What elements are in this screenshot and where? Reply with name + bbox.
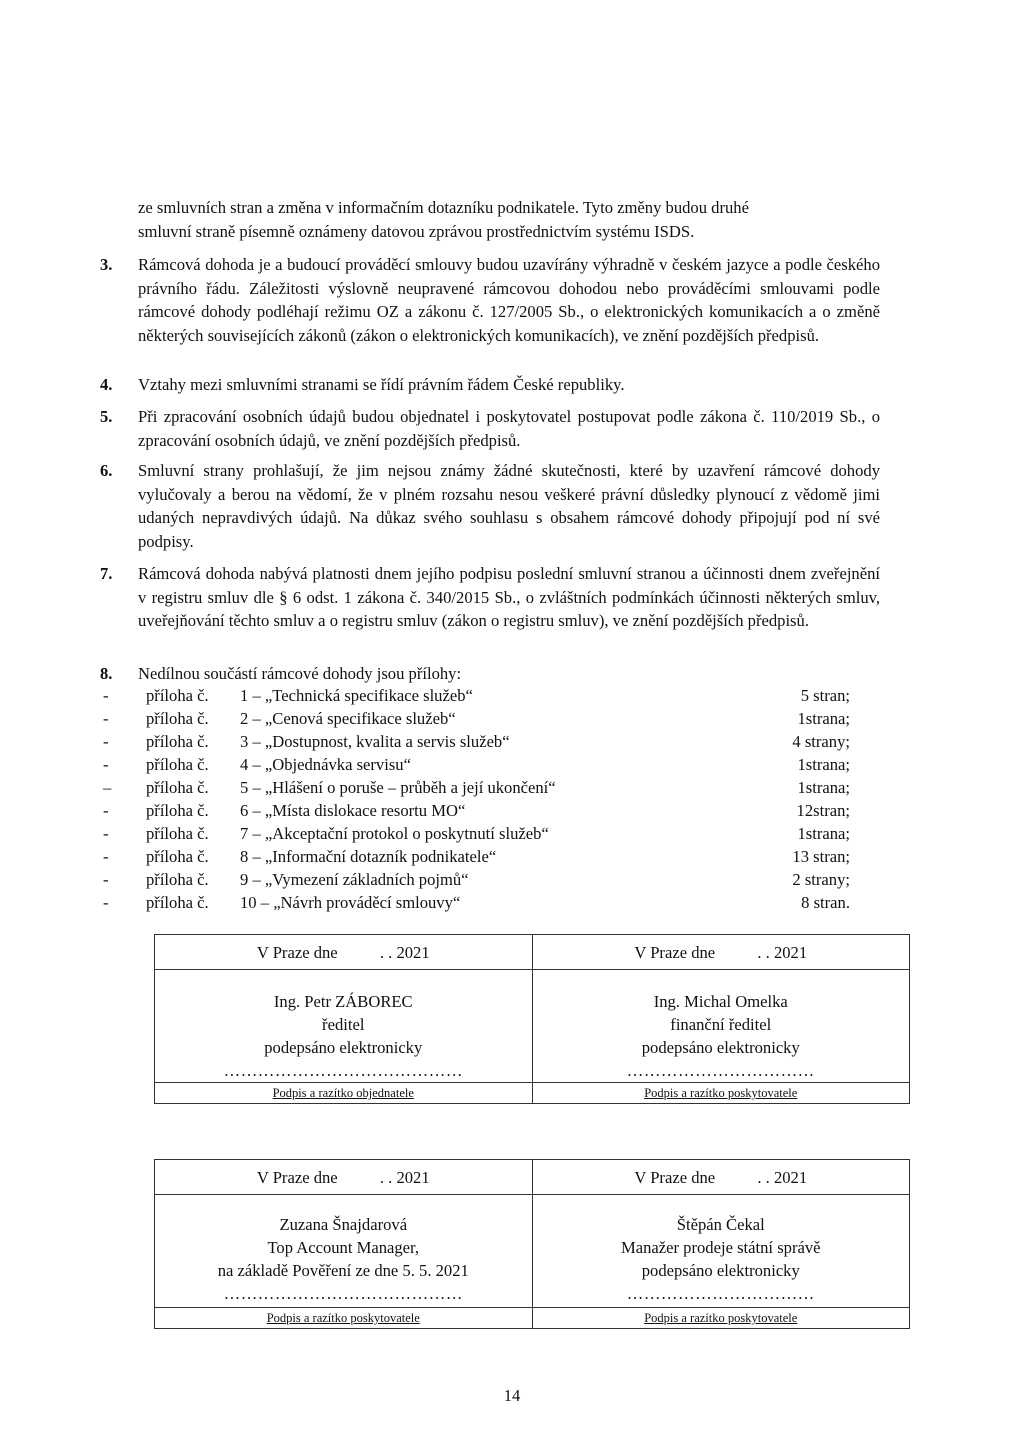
list-dash: - [103,870,109,889]
date-prefix: V Praze dne [634,1167,716,1187]
list-dash: - [103,893,109,912]
signature-label-cell [532,1083,910,1104]
signatory-name: Ing. Petr ZÁBOREC [273,992,413,1011]
date-day: . [757,1167,762,1187]
signatory-note: na základě Pověření ze dne 5. 5. 2021 [217,1261,469,1280]
clause-number: 6. [100,461,113,480]
date-day: . [757,942,762,962]
clause-text: Nedílnou součástí rámcové dohody jsou přílohy: [138,664,462,683]
list-dash: - [103,824,109,843]
signature-label: Podpis a razítko poskytovatele [644,1086,798,1100]
attachment-pages: 1strana; [797,778,850,797]
attachment-title-row [146,822,549,845]
list-dash: - [103,686,109,705]
signatory-name: Ing. Michal Omelka [653,992,788,1011]
signatory-name: Zuzana Šnajdarová [279,1215,408,1234]
attachment-title: 9 – „Vymezení základních pojmů“ [240,870,469,889]
signature-line: …………………………………… [223,1061,463,1080]
intro-line-1: ze smluvních stran a změna v informačním dotazníku podnikatele. Tyto změny budou druhé [138,198,749,217]
attachment-pages: 5 stran; [800,686,850,705]
signatory-role: finanční ředitel [670,1015,772,1034]
list-dash: - [103,755,109,774]
attachment-pages: 8 stran. [801,893,850,912]
attachment-prefix: příloha č. [146,709,209,728]
attachment-title-row [146,845,496,868]
attachment-prefix: příloha č. [146,870,209,889]
attachment-prefix: příloha č. [146,893,209,912]
attachment-title-row [146,753,411,776]
attachment-prefix: příloha č. [146,755,209,774]
attachment-pages: 13 stran; [792,847,850,866]
date-year: . 2021 [388,942,430,962]
signature-date-cell [155,935,533,970]
signatory-cell [155,1195,533,1308]
attachment-prefix: příloha č. [146,686,209,705]
signatory-note: podepsáno elektronicky [641,1038,800,1057]
intro-paragraph [138,196,880,243]
signature-date-cell [532,935,910,970]
attachment-title-row [146,707,456,730]
list-dash: - [103,847,109,866]
date-prefix: V Praze dne [256,1167,338,1187]
clause-number: 7. [100,564,113,583]
signature-label-cell [155,1083,533,1104]
date-year: . 2021 [765,1167,808,1187]
clause-number: 5. [100,407,113,426]
signature-table-2 [154,1159,910,1329]
signature-date-cell [532,1160,910,1195]
date-day: . [379,942,384,962]
attachment-pages: 1strana; [797,755,850,774]
attachment-prefix: příloha č. [146,778,209,797]
attachment-prefix: příloha č. [146,801,209,820]
attachment-title: 4 – „Objednávka servisu“ [240,755,411,774]
list-dash: - [103,801,109,820]
attachment-title-row [146,799,465,822]
list-dash: - [103,732,109,751]
list-dash: – [103,778,112,797]
attachment-pages: 1strana; [797,824,850,843]
signatory-cell [532,1195,910,1308]
signatory-role: Top Account Manager, [267,1238,420,1257]
attachment-pages: 4 strany; [792,732,850,751]
attachment-title: 5 – „Hlášení o poruše – průběh a její ukončení“ [240,778,556,797]
signatory-note: podepsáno elektronicky [641,1261,800,1280]
attachment-title-row [146,891,460,914]
signature-label: Podpis a razítko objednatele [272,1086,414,1100]
attachment-title: 10 – „Návrh prováděcí smlouvy“ [240,893,461,912]
clause-number: 4. [100,375,113,394]
attachment-title: 7 – „Akceptační protokol o poskytnutí služeb“ [240,824,549,843]
attachment-prefix: příloha č. [146,732,209,751]
signature-label-cell [155,1308,533,1329]
signatory-role: Manažer prodeje státní správě [621,1238,821,1257]
date-prefix: V Praze dne [256,942,338,962]
attachment-title-row [146,684,473,707]
clause-text: Vztahy mezi smluvními stranami se řídí právním řádem České republiky. [138,375,625,394]
attachment-title-row [146,868,469,891]
clause-number: 3. [100,255,113,274]
signature-line: …………………………… [626,1284,815,1303]
attachment-title-row [146,730,510,753]
page-number: 14 [503,1386,521,1405]
attachment-prefix: příloha č. [146,824,209,843]
signature-line: …………………………………… [223,1284,463,1303]
signature-label-cell [532,1308,910,1329]
signature-line: …………………………… [626,1061,815,1080]
list-dash: - [103,709,109,728]
intro-line-2: smluvní straně písemně oznámeny datovou zprávou prostřednictvím systému ISDS. [138,221,695,241]
clause-text: Smluvní strany prohlašují, že jim nejsou známy žádné skutečnosti, které by uzavření rámcové dohody vylučovaly a berou na vědomí, že v plném rozsahu nesou veškeré právní důsledky plynoucí z vědomě jimi udaných nepravdivých údajů. Na důkaz svého souhlasu s obsahem rámcové dohody připojují pod ní své podpisy. [138,461,880,551]
attachment-title: 8 – „Informační dotazník podnikatele“ [240,847,497,866]
attachment-prefix: příloha č. [146,847,209,866]
clause-text: Rámcová dohoda je a budoucí prováděcí smlouvy budou uzavírány výhradně v českém jazyce a podle českého právního řádu. Záležitosti výslovně neupravené rámcovou dohodou nebo prováděcími smlouvami podle rámcové dohody podléhají režimu OZ a zákonu č. 127/2005 Sb., o elektronických komunikacích a o změně některých souvisejících zákonů (zákon o elektronických komunikacích), ve znění pozdějších předpisů. [138,255,880,345]
date-year: . 2021 [765,942,808,962]
date-day: . [379,1167,384,1187]
signature-label: Podpis a razítko poskytovatele [644,1311,798,1325]
signatory-cell [155,970,533,1083]
attachment-title-row [146,776,556,799]
signatory-cell [532,970,910,1083]
signature-table-1 [154,934,910,1104]
clause-text: Při zpracování osobních údajů budou objednatel i poskytovatel postupovat podle zákona č. 110/2019 Sb., o zpracování osobních údajů, ve znění pozdějších předpisů. [138,407,880,450]
signatory-note: podepsáno elektronicky [264,1038,423,1057]
signatory-role: ředitel [322,1015,365,1034]
signature-label: Podpis a razítko poskytovatele [266,1311,420,1325]
signatory-name: Štěpán Čekal [676,1215,765,1234]
attachment-pages: 2 strany; [792,870,850,889]
attachment-title: 1 – „Technická specifikace služeb“ [240,686,473,705]
attachment-pages: 1strana; [797,709,850,728]
signature-date-cell [155,1160,533,1195]
attachment-title: 6 – „Místa dislokace resortu MO“ [240,801,466,820]
attachment-pages: 12stran; [796,801,850,820]
date-prefix: V Praze dne [634,942,716,962]
attachment-title: 3 – „Dostupnost, kvalita a servis služeb“ [240,732,510,751]
attachment-title: 2 – „Cenová specifikace služeb“ [240,709,456,728]
clause-text: Rámcová dohoda nabývá platnosti dnem jejího podpisu poslední smluvní stranou a účinnosti dnem zveřejnění v registru smluv dle § 6 odst. 1 zákona č. 340/2015 Sb., o zvláštních podmínkách účinnosti některých smluv, uveřejňování těchto smluv a o registru smluv (zákon o registru smluv), ve znění pozdějších předpisů. [138,564,880,630]
date-year: . 2021 [388,1167,430,1187]
clause-number: 8. [100,664,113,683]
